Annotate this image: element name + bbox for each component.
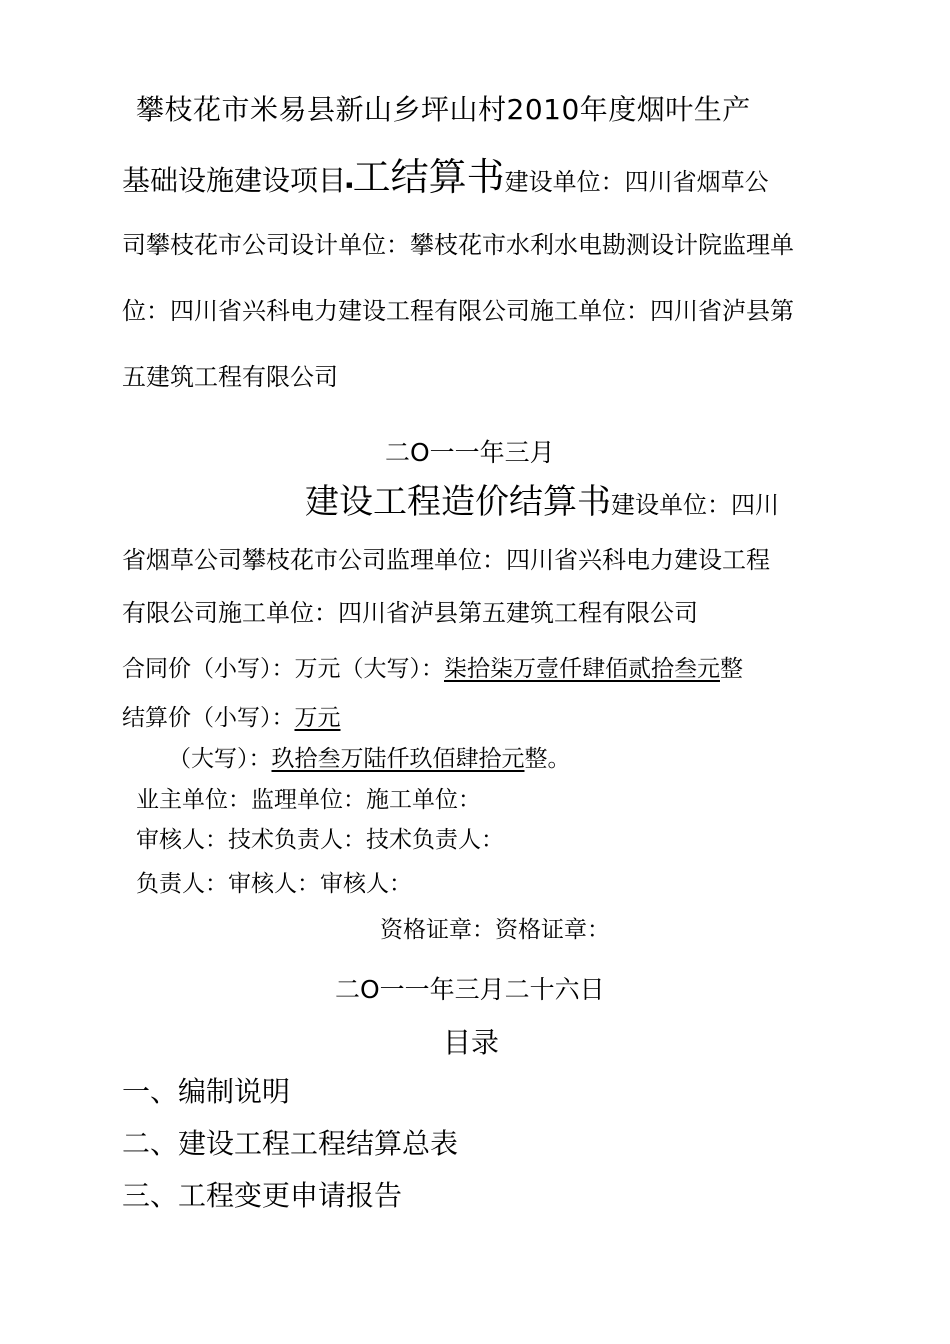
cover-small-mark: ■ [346, 181, 353, 189]
toc-item: 三、工程变更申请报告 [122, 1179, 403, 1212]
signature-reviewers-line: 审核人：技术负责人：技术负责人： [136, 827, 504, 853]
signature-heads-line: 负责人：审核人：审核人： [136, 871, 412, 897]
settlement-upper-label: （大写）： [168, 746, 272, 772]
cover-line4: 位：四川省兴科电力建设工程有限公司施工单位：四川省泸县第 [122, 297, 794, 325]
cover-line3: 司攀枝花市公司设计单位：攀枝花市水利水电勘测设计院监理单 [122, 231, 794, 259]
toc-item: 二、建设工程工程结算总表 [122, 1127, 459, 1160]
contract-price-line [122, 658, 743, 681]
cover-title-big: 工结算书 [352, 155, 505, 199]
contract-price-amount: 柒拾柒万壹仟肆佰贰拾叁元 [444, 656, 720, 682]
settlement-title-big: 建设工程造价结算书 [305, 482, 611, 522]
cover-title-line1: 攀枝花市米易县新山乡坪山村2010年度烟叶生产 [136, 93, 751, 126]
settlement-upper-end: 整。 [524, 746, 571, 772]
toc-item: 一、编制说明 [122, 1075, 291, 1108]
cover-date: 二O一一年三月 [385, 438, 555, 467]
settlement-line2: 省烟草公司攀枝花市公司监理单位：四川省兴科电力建设工程 [122, 546, 770, 574]
settlement-upper-line [168, 748, 571, 771]
contract-price-label: 合同价（小写）：万元（大写）： [122, 656, 444, 682]
settlement-price-label: 结算价（小写）： [122, 705, 295, 731]
settlement-title-line [305, 482, 779, 522]
signature-units-line: 业主单位：监理单位：施工单位： [136, 787, 481, 813]
settlement-upper-amount: 玖拾叁万陆仟玖佰肆拾元 [271, 746, 525, 772]
settlement-price-line [122, 707, 341, 730]
cover-title-prefix: 基础设施建设项目 [122, 164, 347, 197]
cover-title-line2 [122, 155, 769, 199]
settlement-date: 二O一一年三月二十六日 [335, 975, 605, 1004]
cover-construction-unit: 建设单位：四川省烟草公 [504, 168, 769, 196]
settlement-line3: 有限公司施工单位：四川省泸县第五建筑工程有限公司 [122, 599, 698, 627]
qualification-seal-line: 资格证章：资格证章： [380, 917, 610, 943]
toc-title: 目录 [443, 1026, 500, 1059]
cover-line5: 五建筑工程有限公司 [122, 363, 338, 391]
settlement-construction-unit: 建设单位：四川 [611, 491, 779, 519]
contract-price-end: 整 [720, 656, 743, 682]
settlement-price-unit: 万元 [294, 705, 341, 731]
